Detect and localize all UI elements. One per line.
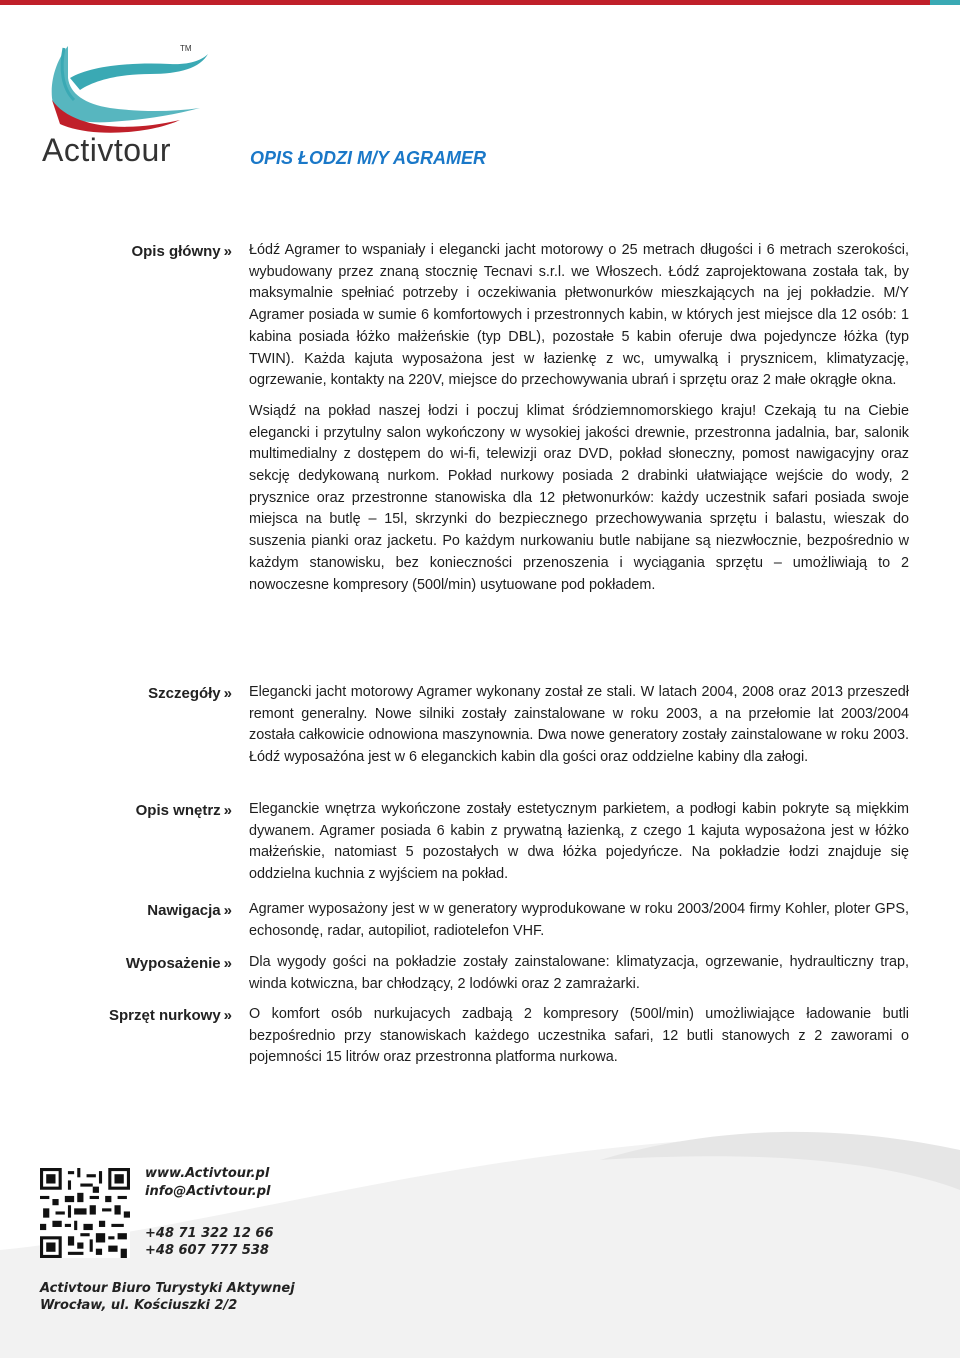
logo-wordmark: Activtour <box>42 132 171 168</box>
section-paragraph: Dla wygody gości na pokładzie zostały zainstalowane: klimatyzacja, ogrzewanie, hydraulticzny trap, winda kotwiczna, bar chłodzący, 2 lodówki oraz 2 zamrażarki. <box>249 954 909 992</box>
section-body <box>249 799 909 895</box>
top-accent-teal <box>930 0 960 5</box>
label-arrow-icon: » <box>223 955 232 972</box>
top-accent-red <box>0 0 930 5</box>
section-label <box>40 685 232 702</box>
section-label-text: Opis wnętrz <box>135 802 221 819</box>
section-label <box>40 802 232 819</box>
footer-company-name: Activtour Biuro Turystyki Aktywnej <box>40 1281 295 1296</box>
section-body <box>249 1004 909 1078</box>
footer-email[interactable]: info@Activtour.pl <box>145 1184 271 1199</box>
section-label <box>40 1007 232 1024</box>
qr-code-icon <box>40 1168 130 1258</box>
label-arrow-icon: » <box>223 1007 232 1024</box>
footer-address: Wrocław, ul. Kościuszki 2/2 <box>40 1298 238 1313</box>
section-paragraph: Elegancki jacht motorowy Agramer wykonany został ze stali. W latach 2004, 2008 oraz 2013 przeszedł remont generalny. Nowe silniki zostały zainstalowane w roku 2003, a na przełomie lat 2003/2004 została całkowicie odnowiona maszynownia. Dwa nowe generatory zostały zainstalowane w roku 2003. Łódź wyposażóna jest w 6 eleganckich kabin dla gości oraz oddzielne kabiny dla załogi. <box>249 684 909 766</box>
section-label-text: Nawigacja <box>147 902 221 919</box>
footer-website[interactable]: www.Activtour.pl <box>145 1166 270 1181</box>
section-label <box>40 902 232 919</box>
top-accent-bar <box>0 0 960 5</box>
section-body <box>249 899 909 951</box>
section-paragraph: Wsiądź na pokład naszej łodzi i poczuj klimat śródziemnomorskiego kraju! Czekają tu na Ciebie elegancki i przytulny salon wykończony w wysokiej jakości drewnie, przestronna jadalnia, bar, salonik multimedialny z dostępem do wi-fi, telewizji oraz DVD, pokład słoneczny, pomost nawigacyjny oraz sekcję dedykowaną nurkom. Pokład nurkowy posiada 2 drabinki ułatwiające wejście do wody, 2 prysznice oraz przestronne stanowiska dla 12 płetwonurków: każdy uczestnik safari posiada swoje miejsca na butlę – 15l, skrzynki do bezpiecznego przechowywania sprzętu i balastu, wieszak do suszenia pianki oraz jacketu. Po każdym nurkowaniu butle nabijane są niezwłocznie, bezpośrednio w każdym stanowisku, bez konieczności przenoszenia i wyciągania sprzętu – umożliwiają to 2 nowoczesne kompresory (500l/min) usytuowane pod pokładem. <box>249 402 909 593</box>
label-arrow-icon: » <box>223 902 232 919</box>
section-label <box>40 955 232 972</box>
trademark-mark: TM <box>180 44 192 53</box>
document-title: OPIS ŁODZI M/Y AGRAMER <box>250 148 487 168</box>
section-label-text: Opis główny <box>131 243 221 260</box>
footer-phone-2: +48 607 777 538 <box>145 1243 269 1258</box>
section-label-text: Szczegóły <box>148 685 221 702</box>
label-arrow-icon: » <box>223 685 232 702</box>
section-paragraph: Eleganckie wnętrza wykończone zostały estetycznym parkietem, a podłogi kabin pokryte są miękkim dywanem. Agramer posiada 6 kabin z prywatną łazienką, z czego 1 kajuta wyposażona jest w łóżko małżeńskie, natomiast 5 pozostałych w dwa łóżka pojedyńcze. Na pokładzie łodzi znajduje się oddzielna kuchnia z wyjściem na pokład. <box>249 801 909 883</box>
section-body <box>249 952 909 1004</box>
logo-mark-icon <box>40 38 215 138</box>
label-arrow-icon: » <box>223 802 232 819</box>
company-logo <box>40 38 215 168</box>
section-label <box>40 243 232 260</box>
footer-phone-1: +48 71 322 12 66 <box>145 1226 274 1241</box>
footer-background-shape <box>0 1120 960 1358</box>
label-arrow-icon: » <box>223 243 232 260</box>
section-label-text: Sprzęt nurkowy <box>108 1007 221 1024</box>
section-paragraph: O komfort osób nurkujacych zadbają 2 kompresory (500l/min) umożliwiające ładowanie butli bezpośrednio przy stanowiskach każdego uczestnika safari, 12 butli stanowych z 2 zaworami o pojemności 15 litrów oraz przestronna platforma nurkowa. <box>249 1006 909 1066</box>
section-paragraph: Łódź Agramer to wspaniały i elegancki jacht motorowy o 25 metrach długości i 6 metrach szerokości, wybudowany przez znaną stocznię Tecnavi s.r.l. we Włoszech. Łódź zaprojektowana została tak, by maksymalnie spełniać potrzeby i oczekiwania płetwonurków mieszkających na jej pokładzie. M/Y Agramer posiada w sumie 6 komfortowych i przestronnych kabin, w których jest miejsce dla 12 osób: 1 kabina posiada łóżko małżeńskie (typ DBL), pozostałe 5 kabin oferuje dwa pojedyncze łóżka (typ TWIN). Każda kajuta wyposażona jest w łazienkę z wc, umywalką i prysznicem, klimatyzację, ogrzewanie, kontakty na 220V, miejsce do przechowywania ubrań i sprzętu oraz 2 małe okrągłe okna. <box>249 242 909 389</box>
section-body <box>249 682 909 778</box>
section-body <box>249 240 909 605</box>
section-label-text: Wyposażenie <box>125 955 221 972</box>
section-paragraph: Agramer wyposażony jest w w generatory wyprodukowane w roku 2003/2004 firmy Kohler, ploter GPS, echosondę, radar, autopiliot, radiotelefon VHF. <box>249 901 909 939</box>
